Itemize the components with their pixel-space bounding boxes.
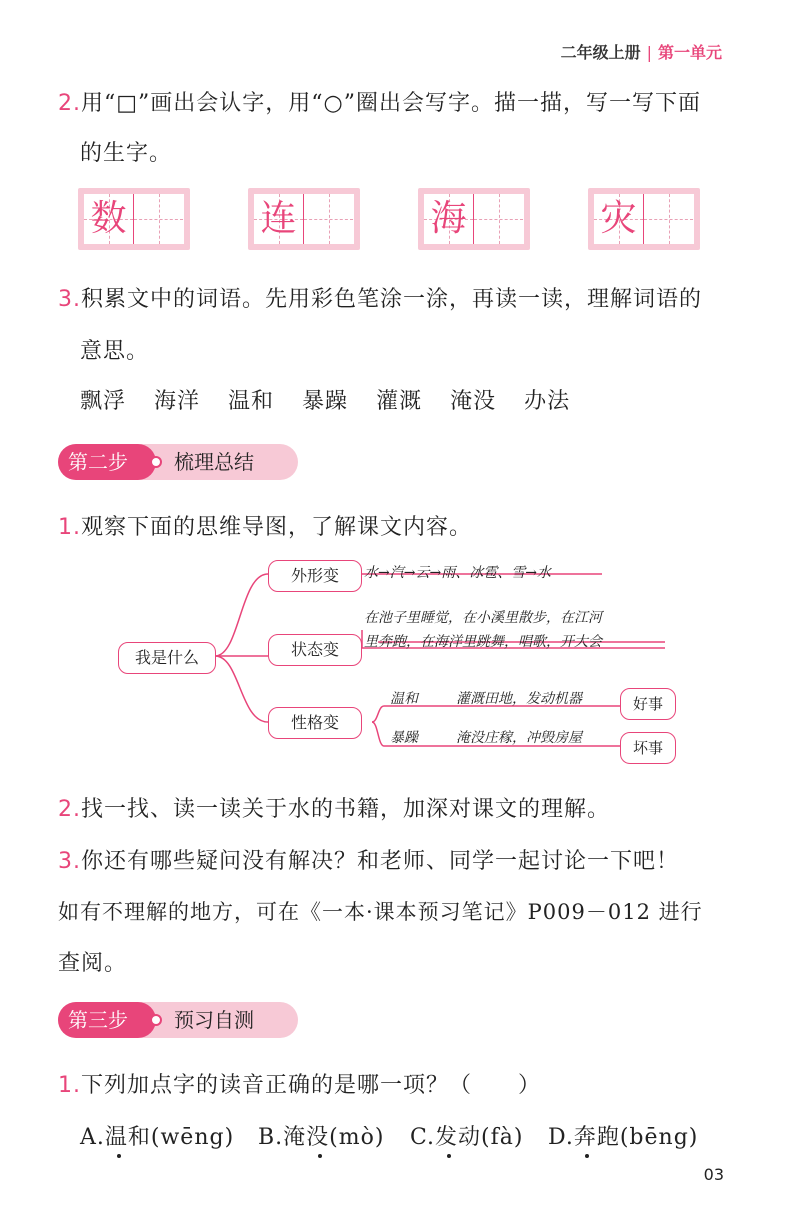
vocab-word: 海洋 — [154, 389, 201, 414]
char-sample: 海 — [430, 198, 467, 239]
question-number: 1. — [58, 1073, 81, 1098]
question-text: 你还有哪些疑问没有解决？和老师、同学一起讨论一下吧！ — [81, 849, 680, 874]
option-a[interactable]: A.温和(wēng) — [80, 1125, 235, 1150]
emphasis-dot-icon — [585, 1154, 589, 1158]
option-d[interactable]: D.奔跑(bēng) — [548, 1125, 699, 1150]
step-tag: 第二步 — [58, 444, 156, 480]
page-number: 03 — [703, 1165, 724, 1184]
mindmap-result-good: 好事 — [620, 688, 676, 720]
note-line-1: 如有不理解的地方，可在《一本·课本预习笔记》P009－012 进行 — [58, 900, 703, 924]
question-number: 3. — [58, 849, 81, 874]
mindmap-trait-violent: 暴躁 — [390, 730, 418, 746]
question-3 — [58, 282, 702, 313]
question-text: 下列加点字的读音正确的是哪一项？（ ） — [81, 1073, 542, 1098]
question-number: 1. — [58, 515, 81, 540]
vocab-word: 暴躁 — [302, 389, 349, 414]
question-text: 观察下面的思维导图，了解课文内容。 — [81, 515, 473, 540]
char-practice-box — [588, 188, 700, 250]
step-dot-icon — [150, 456, 162, 468]
char-write-cell[interactable] — [644, 194, 693, 244]
step-title: 梳理总结 — [174, 450, 254, 474]
step-2-banner — [58, 444, 298, 480]
vocab-word: 飘浮 — [80, 389, 127, 414]
char-sample: 连 — [260, 198, 297, 239]
question-text: 用“□”画出会认字，用“○”圈出会写字。描一描，写一写下面 — [81, 91, 701, 116]
note-line-2: 查阅。 — [58, 951, 128, 976]
page-header — [561, 40, 722, 63]
mindmap-state-text-2: 里奔跑，在海洋里跳舞，唱歌，开大会 — [364, 634, 602, 650]
step-title: 预习自测 — [174, 1008, 254, 1032]
step2-question-2 — [58, 792, 610, 823]
mindmap-branch-shape: 外形变 — [268, 560, 362, 592]
step-3-banner — [58, 1002, 298, 1038]
mindmap-trait-gentle: 温和 — [390, 691, 418, 707]
question-number: 2. — [58, 91, 81, 116]
question-2-cont: 的生字。 — [80, 141, 173, 166]
mindmap-result-bad: 坏事 — [620, 732, 676, 764]
question-3-cont: 意思。 — [80, 339, 150, 364]
mindmap-trait-gentle-text: 灌溉田地，发动机器 — [456, 691, 582, 707]
option-c[interactable]: C.发动(fà) — [410, 1125, 524, 1150]
step3-question-1 — [58, 1068, 541, 1099]
vocab-word: 灌溉 — [376, 389, 423, 414]
char-write-cell[interactable] — [134, 194, 183, 244]
char-sample: 灾 — [600, 198, 637, 239]
grade-label: 二年级上册 — [560, 43, 641, 62]
vocab-word: 办法 — [524, 389, 571, 414]
mindmap-state-text-1: 在池子里睡觉，在小溪里散步，在江河 — [364, 610, 602, 626]
emphasis-dot-icon — [447, 1154, 451, 1158]
mindmap-shape-text: 水→汽→云→雨、冰雹、雪→水 — [364, 565, 551, 581]
char-write-cell[interactable] — [304, 194, 353, 244]
vocab-list — [80, 384, 598, 415]
option-b[interactable]: B.淹没(mò) — [258, 1125, 385, 1150]
emphasis-dot-icon — [318, 1154, 322, 1158]
question-text: 积累文中的词语。先用彩色笔涂一涂，再读一读，理解词语的 — [81, 287, 703, 312]
mindmap-branch-state: 状态变 — [268, 634, 362, 666]
step2-question-1 — [58, 510, 472, 541]
vocab-word: 淹没 — [450, 389, 497, 414]
step-tag: 第三步 — [58, 1002, 156, 1038]
char-sample: 数 — [90, 198, 127, 239]
unit-label: 第一单元 — [657, 43, 722, 62]
question-number: 2. — [58, 797, 81, 822]
mindmap-branch-temper: 性格变 — [268, 707, 362, 739]
char-practice-box — [248, 188, 360, 250]
mindmap-trait-violent-text: 淹没庄稼，冲毁房屋 — [456, 730, 582, 746]
mindmap-center: 我是什么 — [118, 642, 216, 674]
step-dot-icon — [150, 1014, 162, 1026]
char-write-cell[interactable] — [474, 194, 523, 244]
emphasis-dot-icon — [117, 1154, 121, 1158]
question-2 — [58, 86, 701, 117]
char-practice-box — [418, 188, 530, 250]
step2-question-3 — [58, 844, 679, 875]
vocab-word: 温和 — [228, 389, 275, 414]
question-number: 3. — [58, 287, 81, 312]
header-separator: | — [646, 43, 652, 62]
char-practice-box — [78, 188, 190, 250]
question-text: 找一找、读一读关于水的书籍，加深对课文的理解。 — [81, 797, 611, 822]
